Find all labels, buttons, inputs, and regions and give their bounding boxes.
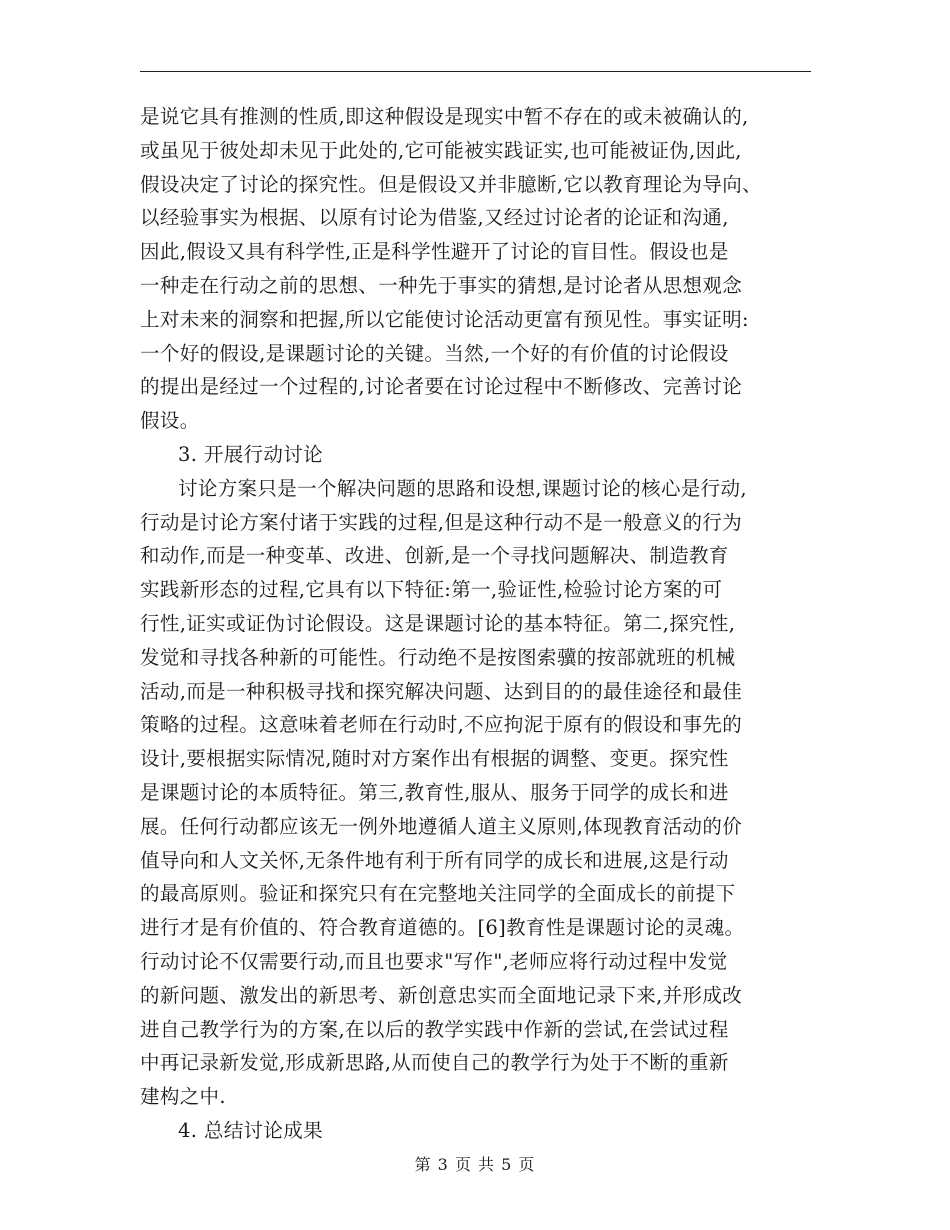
body-line: 实践新形态的过程,它具有以下特征:第一,验证性,检验讨论方案的可 [140, 578, 723, 602]
paragraph-first-line: 讨论方案只是一个解决问题的思路和设想,课题讨论的核心是行动, [178, 476, 747, 500]
section-heading-4: 4. 总结讨论成果 [178, 1118, 323, 1142]
body-line: 因此,假设又具有科学性,正是科学性避开了讨论的盲目性。假设也是 [140, 240, 729, 264]
body-line: 中再记录新发觉,形成新思路,从而使自己的教学行为处于不断的重新 [140, 1051, 729, 1075]
document-body [140, 100, 820, 1148]
body-line: 行动是讨论方案付诸于实践的过程,但是这种行动不是一般意义的行为 [140, 510, 743, 534]
body-line: 是说它具有推测的性质,即这种假设是现实中暂不存在的或未被确认的, [140, 105, 749, 128]
body-line: 的最高原则。验证和探究只有在完整地关注同学的全面成长的前提下 [140, 882, 736, 906]
body-line: 展。任何行动都应该无一例外地遵循人道主义原则,体现教育活动的价 [140, 814, 743, 838]
body-line: 行性,证实或证伪讨论假设。这是课题讨论的基本特征。第二,探究性, [140, 611, 736, 635]
body-line: 活动,而是一种积极寻找和探究解决问题、达到目的的最佳途径和最佳 [140, 679, 743, 703]
body-line: 一种走在行动之前的思想、一种先于事实的猜想,是讨论者从思想观念 [140, 273, 743, 297]
header-rule [140, 71, 811, 72]
body-line: 策略的过程。这意味着老师在行动时,不应拘泥于原有的假设和事先的 [140, 713, 743, 737]
body-line: 假设。 [140, 409, 200, 433]
body-line: 建构之中. [140, 1085, 226, 1109]
body-line: 上对未来的洞察和把握,所以它能使讨论活动更富有预见性。事实证明: [140, 307, 749, 331]
body-line: 的提出是经过一个过程的,讨论者要在讨论过程中不断修改、完善讨论 [140, 375, 743, 399]
body-line: 的新问题、激发出的新思考、新创意忠实而全面地记录下来,并形成改 [140, 983, 743, 1007]
page-footer: 第 3 页 共 5 页 [414, 1155, 536, 1174]
body-line: 行动讨论不仅需要行动,而且也要求"写作",老师应将行动过程中发觉 [140, 949, 728, 973]
body-line: 值导向和人文关怀,无条件地有利于所有同学的成长和进展,这是行动 [140, 848, 729, 872]
body-line: 一个好的假设,是课题讨论的关键。当然,一个好的有价值的讨论假设 [140, 341, 729, 365]
body-line: 和动作,而是一种变革、改进、创新,是一个寻找问题解决、制造教育 [140, 544, 729, 568]
body-line: 假设决定了讨论的探究性。但是假设又并非臆断,它以教育理论为导向、 [140, 172, 762, 196]
body-line: 进自己教学行为的方案,在以后的教学实践中作新的尝试,在尝试过程 [140, 1017, 729, 1041]
body-line: 发觉和寻找各种新的可能性。行动绝不是按图索骥的按部就班的机械 [140, 645, 736, 669]
body-line: 设计,要根据实际情况,随时对方案作出有根据的调整、变更。探究性 [140, 747, 729, 771]
body-line: 是课题讨论的本质特征。第三,教育性,服从、服务于同学的成长和进 [140, 780, 729, 804]
body-line: 进行才是有价值的、符合教育道德的。[6]教育性是课题讨论的灵魂。 [140, 916, 745, 940]
body-line: 以经验事实为根据、以原有讨论为借鉴,又经过讨论者的论证和沟通, [140, 206, 729, 230]
section-heading-3: 3. 开展行动讨论 [178, 442, 323, 466]
body-line: 或虽见于彼处却未见于此处的,它可能被实践证实,也可能被证伪,因此, [140, 138, 742, 162]
